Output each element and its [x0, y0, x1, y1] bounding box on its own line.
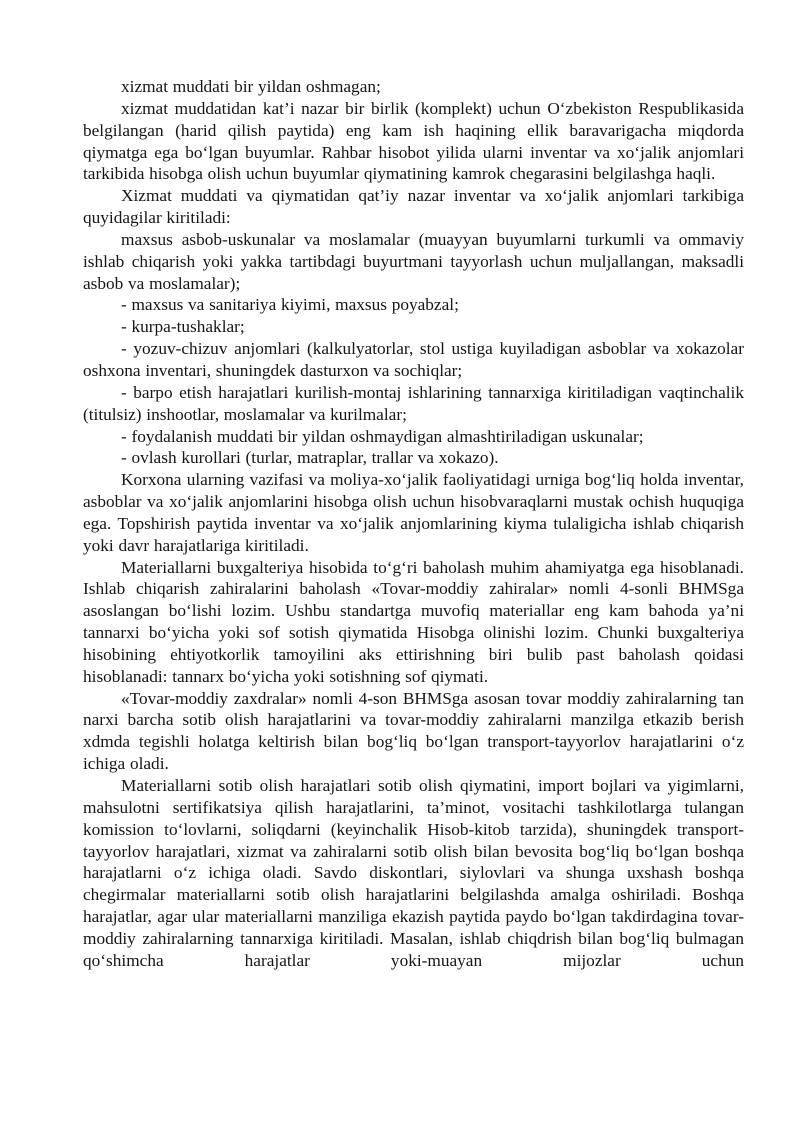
paragraph-valuation-importance: Materiallarni buxgalteriya hisobida toʻgʻri baholash muhim ahamiyatga ega hisoblanadi. Ishlab chiqarish zahiralarini baholash «Tovar-moddiy zahiralar» nomli 4-sonli BHMSga asoslangan boʻlishi lozim. Ushbu standartga muvofiq materiallar eng kam bahoda ya’ni tannarxi boʻyicha yoki sof sotish qiymatida Hisobga olinishi lozim. Chunki buxgalteriya hisobining ehtiyotkorlik tamoyilini aks ettirishning biri bulib past baholash qoidasi hisoblanadi: tannarx boʻyicha yoki sotishning sof qiymati. [83, 557, 744, 686]
paragraph-bhms4-cost: «Tovar-moddiy zaxdralar» nomli 4-son BHMSga asosan tovar moddiy zahiralarning tan narxi barcha sotib olish harajatlarini va tovar-moddiy zahiralarni manzilga etkazib berish xdmda tegishli holatga keltirish bilan bogʻliq boʻlgan transport-tayyorlov harajatlarini oʻz ichiga oladi. [83, 688, 744, 774]
list-item-bedding: - kurpa-tushaklar; [121, 317, 245, 337]
paragraph-service-life-rule: xizmat muddatidan kat’i nazar bir birlik (komplekt) uchun Oʻzbekiston Respublikasida belgilangan (harid qilish paytida) eng kam ish haqining ellik baravarigacha miqdorda qiymatga ega boʻlgan buyumlar. Rahbar hisobot yilida ularni inventar va xoʻjalik anjomlari tarkibida hisobga olish uchun buyumlar qiymatining kamrok chegarasini belgilashga haqli. [83, 98, 744, 184]
document-text-block [83, 76, 744, 972]
paragraph-inventory-intro: Xizmat muddati va qiymatidan qat’iy nazar inventar va xoʻjalik anjomlari tarkibiga quyidagilar kiritiladi: [83, 186, 744, 228]
paragraph-special-tools: maxsus asbob-uskunalar va moslamalar (muayyan buyumlarni turkumli va ommaviy ishlab chiqarish yoki yakka tartibdagi buyurtmani tayyorlash uchun muljallangan, maksadli asbob va moslamalar); [83, 229, 744, 293]
paragraph-enterprise-accounts: Korxona ularning vazifasi va moliya-xoʻjalik faoliyatidagi urniga bogʻliq holda inventar, asboblar va xoʻjalik anjomlarini hisobga olish uchun hisobvaraqlarni mustak ochish huquqiga ega. Topshirish paytida inventar va xoʻjalik anjomlarining kiyma tulaligicha ishlab chiqarish yoki davr harajatlariga kiritiladi. [83, 470, 744, 555]
list-item-replaceable-equipment: - foydalanish muddati bir yildan oshmaydigan almashtiriladigan uskunalar; [121, 426, 644, 446]
paragraph-purchase-costs: Materiallarni sotib olish harajatlari sotib olish qiymatini, import bojlari va yigimlarni, mahsulotni sertifikatsiya qilish harajatlarini, ta’minot, vositachi tashkilotlarga tulangan komission toʻlovlarni, soliqdarni (keyinchalik Hisob-kitob tarzida), shuningdek transport-tayyorlov harajatlari, xizmat va zahiralarni sotib olish bilan bevosita bogʻliq boʻlgan boshqa harajatlarni oʻz ichiga oladi. Savdo diskontlari, siylovlari va shunga uxshash boshqa chegirmalar materiallarni sotib olish harajatlarini belgilashda amalga oshiriladi. Boshqa harajatlar, agar ular materiallarni manziliga ekazish paytida paydo boʻlgan takdirdagina tovar-moddiy zahiralarning tannarxiga kiritiladi. Masalan, ishlab chiqdrish bilan bogʻliq bulmagan qoʻshimcha harajatlar yoki-muayan mijozlar uchun [83, 776, 744, 970]
list-item-hunting-tools: - ovlash kurollari (turlar, matraplar, trallar va xokazo). [121, 448, 499, 468]
list-item-stationery: - yozuv-chizuv anjomlari (kalkulyatorlar, stol ustiga kuyiladigan asboblar va xokazolar oshxona inventari, shuningdek dasturxon va sochiqlar; [83, 339, 744, 380]
list-item-clothing: - maxsus va sanitariya kiyimi, maxsus poyabzal; [121, 295, 459, 315]
paragraph-list-item-continued: xizmat muddati bir yildan oshmagan; [121, 77, 381, 96]
list-item-construction: - barpo etish harajatlari kurilish-montaj ishlarining tannarxiga kiritiladigan vaqtinchalik (titulsiz) inshootlar, moslamalar va kurilmalar; [83, 382, 744, 424]
